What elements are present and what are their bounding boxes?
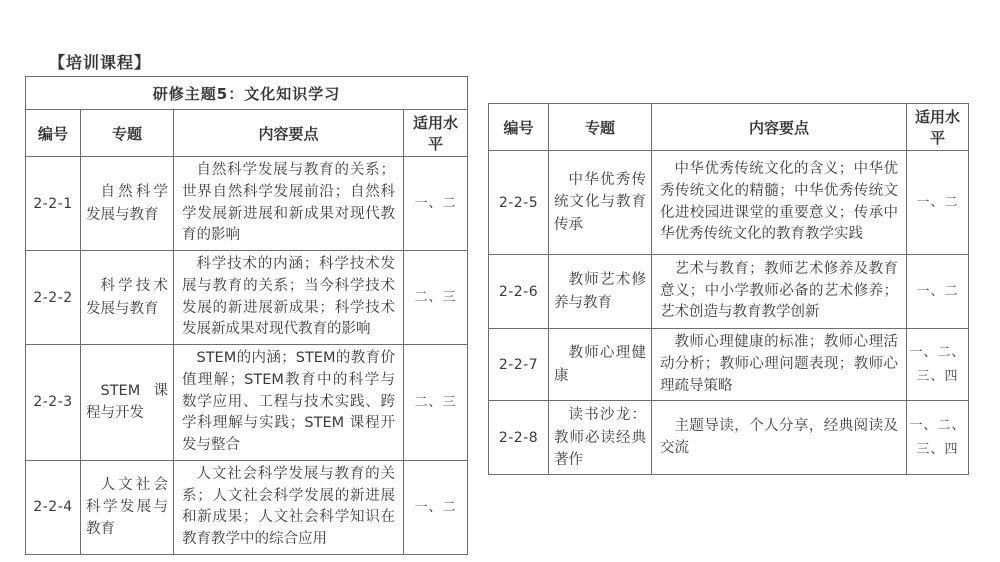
table-row: [26, 345, 468, 461]
column-header-id: 编号: [489, 104, 549, 151]
left-course-table: [25, 76, 468, 555]
course-id-cell: 2-2-1: [26, 157, 81, 251]
right-course-table: [488, 103, 969, 475]
section-header: 【培训课程】: [49, 53, 152, 72]
course-id-cell: 2-2-8: [489, 401, 549, 475]
level-cell: 一、二: [404, 460, 468, 554]
level-cell: 一、二: [404, 157, 468, 251]
table-row: [489, 329, 969, 401]
topic-cell: 科学技术发展与教育: [81, 251, 174, 345]
level-cell: 二、三: [404, 345, 468, 461]
content-points-cell: STEM的内涵；STEM的教育价值理解；STEM教育中的科学与数学应用、工程与技术实践、跨学科理解与实践；STEM 课程开发与整合: [174, 345, 404, 461]
content-points-cell: 自然科学发展与教育的关系；世界自然科学发展前沿；自然科学发展新进展和新成果对现代教育的影响: [174, 157, 404, 251]
course-id-cell: 2-2-6: [489, 255, 549, 329]
column-header-content: 内容要点: [174, 110, 404, 157]
table-row: [489, 151, 969, 255]
level-cell: 一、二: [907, 151, 969, 255]
course-id-cell: 2-2-4: [26, 460, 81, 554]
topic-cell: 读书沙龙：教师必读经典著作: [549, 401, 652, 475]
topic-cell: STEM 课程与开发: [81, 345, 174, 461]
column-header-topic: 专题: [81, 110, 174, 157]
table-header-row: [26, 110, 468, 157]
table-row: [26, 460, 468, 554]
column-header-id: 编号: [26, 110, 81, 157]
topic-cell: 人文社会科学发展与教育: [81, 460, 174, 554]
level-cell: 一、二、三、四: [907, 329, 969, 401]
course-id-cell: 2-2-2: [26, 251, 81, 345]
content-points-cell: 教师心理健康的标准；教师心理活动分析；教师心理问题表现；教师心理疏导策略: [652, 329, 907, 401]
course-id-cell: 2-2-7: [489, 329, 549, 401]
table-header-row: [489, 104, 969, 151]
column-header-content: 内容要点: [652, 104, 907, 151]
table-row: [26, 251, 468, 345]
topic-cell: 教师艺术修养与教育: [549, 255, 652, 329]
table-title: 研修主题5：文化知识学习: [26, 77, 468, 110]
table-row: [489, 401, 969, 475]
level-cell: 一、二、三、四: [907, 401, 969, 475]
level-cell: 一、二: [907, 255, 969, 329]
column-header-topic: 专题: [549, 104, 652, 151]
table-title-row: [26, 77, 468, 110]
column-header-level: 适用水平: [907, 104, 969, 151]
content-points-cell: 艺术与教育；教师艺术修养及教育意义；中小学教师必备的艺术修养；艺术创造与教育教学创新: [652, 255, 907, 329]
table-row: [489, 255, 969, 329]
topic-cell: 自然科学发展与教育: [81, 157, 174, 251]
content-points-cell: 人文社会科学发展与教育的关系；人文社会科学发展的新进展和新成果；人文社会科学知识在教育教学中的综合应用: [174, 460, 404, 554]
content-points-cell: 主题导读，个人分享，经典阅读及交流: [652, 401, 907, 475]
topic-cell: 教师心理健康: [549, 329, 652, 401]
table-row: [26, 157, 468, 251]
level-cell: 二、三: [404, 251, 468, 345]
content-points-cell: 中华优秀传统文化的含义；中华优秀传统文化的精髓；中华优秀传统文化进校园进课堂的重要意义；传承中华优秀传统文化的教育教学实践: [652, 151, 907, 255]
topic-cell: 中华优秀传统文化与教育传承: [549, 151, 652, 255]
course-id-cell: 2-2-3: [26, 345, 81, 461]
content-points-cell: 科学技术的内涵；科学技术发展与教育的关系；当今科学技术发展的新进展新成果；科学技术发展新成果对现代教育的影响: [174, 251, 404, 345]
course-id-cell: 2-2-5: [489, 151, 549, 255]
column-header-level: 适用水平: [404, 110, 468, 157]
